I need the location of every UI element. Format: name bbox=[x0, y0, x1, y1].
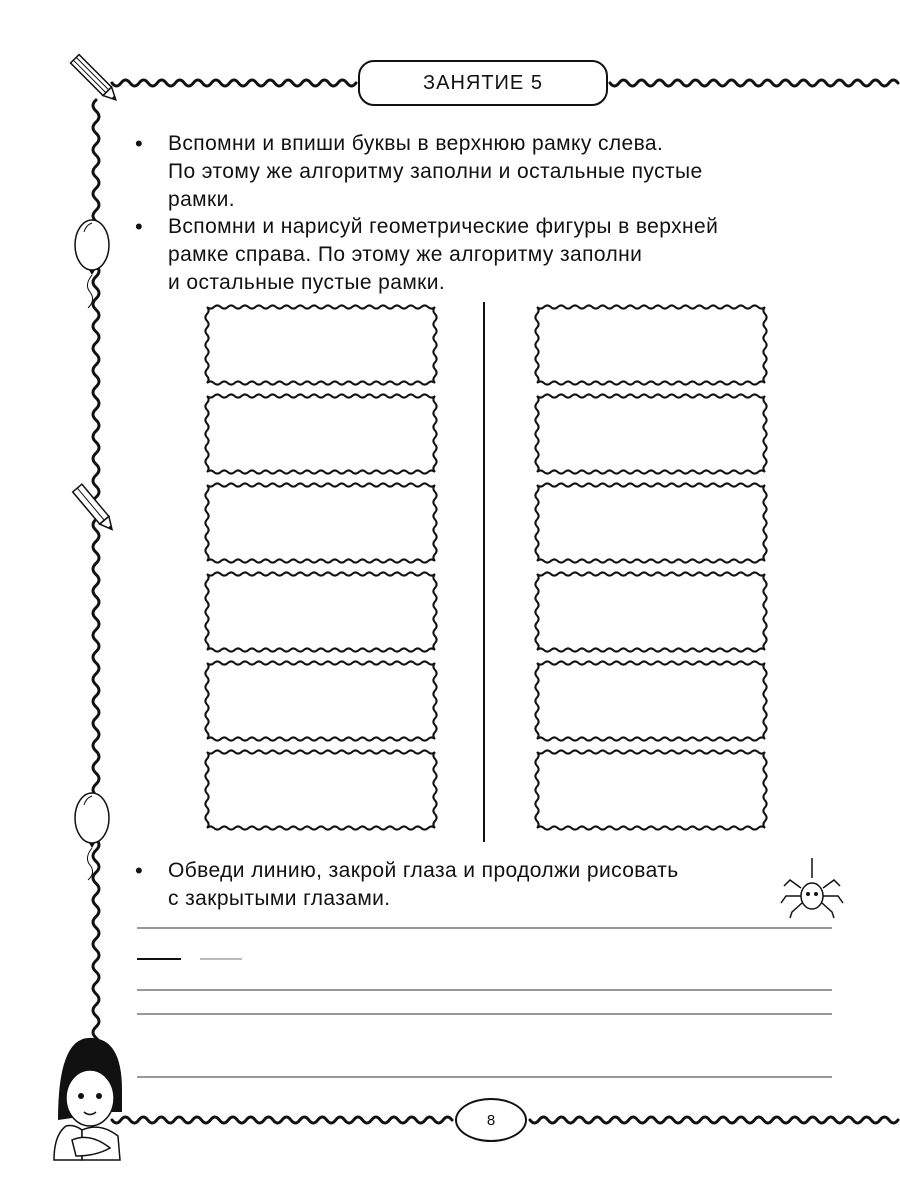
answer-frame-left bbox=[205, 572, 436, 651]
answer-frame-left bbox=[205, 661, 436, 740]
pencil-icon bbox=[71, 55, 120, 104]
task-1 bbox=[135, 130, 815, 214]
task-line: рамки. bbox=[168, 188, 235, 211]
border-top-left bbox=[112, 80, 356, 86]
answer-frame-left bbox=[205, 750, 436, 829]
answer-frame-right bbox=[535, 750, 766, 829]
task-line: с закрытыми глазами. bbox=[168, 887, 391, 910]
bullet: • bbox=[135, 214, 144, 239]
border-bottom-left bbox=[112, 1117, 452, 1123]
bullet: • bbox=[135, 858, 144, 883]
task-line: Вспомни и нарисуй геометрические фигуры в верхней bbox=[168, 215, 719, 238]
writing-lines bbox=[137, 928, 832, 1077]
task-line: и остальные пустые рамки. bbox=[168, 271, 446, 294]
task-line: По этому же алгоритму заполни и остальные пустые bbox=[168, 160, 703, 183]
balloon-icon bbox=[75, 220, 109, 308]
frames-left-column bbox=[205, 305, 436, 829]
girl-illustration bbox=[54, 1038, 122, 1160]
border-bottom-right bbox=[530, 1117, 898, 1123]
frames-right-column bbox=[535, 305, 766, 829]
task-line: Обведи линию, закрой глаза и продолжи рисовать bbox=[168, 859, 679, 882]
answer-frame-left bbox=[205, 394, 436, 473]
answer-frame-left bbox=[205, 483, 436, 562]
lesson-title: ЗАНЯТИЕ 5 bbox=[358, 60, 608, 106]
page-number: 8 bbox=[455, 1098, 527, 1142]
task-3 bbox=[135, 857, 795, 913]
answer-frame-right bbox=[535, 305, 766, 384]
answer-frame-right bbox=[535, 483, 766, 562]
task-line: Вспомни и впиши буквы в верхнюю рамку слева. bbox=[168, 132, 664, 155]
balloon-icon bbox=[75, 793, 109, 880]
task-line: рамке справа. По этому же алгоритму заполни bbox=[168, 243, 643, 266]
answer-frame-right bbox=[535, 394, 766, 473]
answer-frame-right bbox=[535, 572, 766, 651]
task-2 bbox=[135, 213, 815, 297]
answer-frame-left bbox=[205, 305, 436, 384]
bullet: • bbox=[135, 131, 144, 156]
border-top-right bbox=[610, 80, 898, 86]
answer-frame-right bbox=[535, 661, 766, 740]
